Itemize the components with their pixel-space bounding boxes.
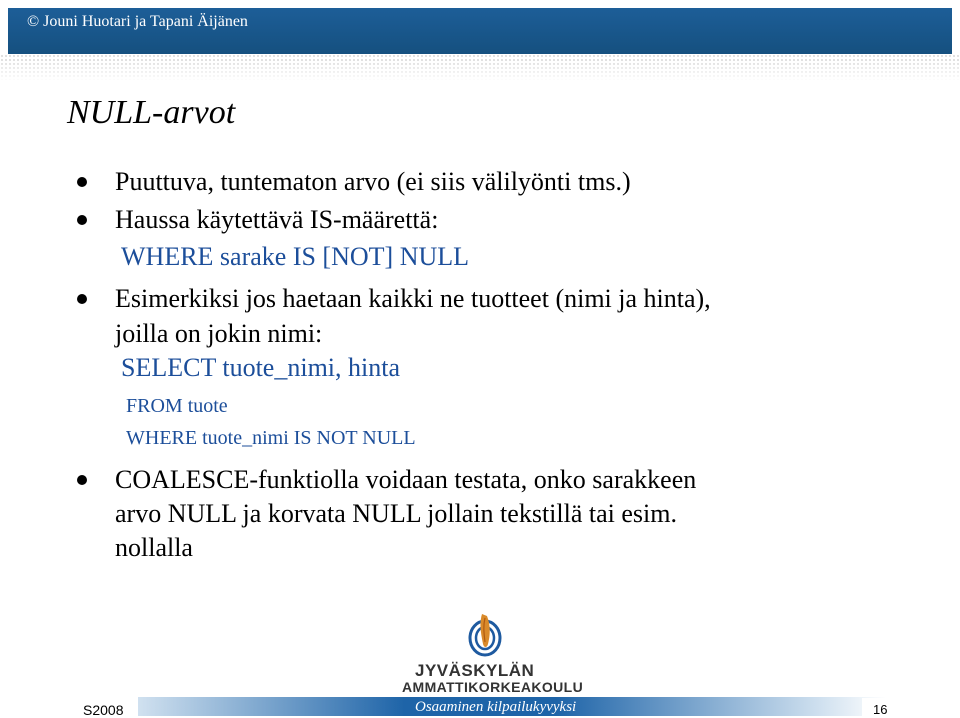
logo-line-1: JYVÄSKYLÄN — [415, 661, 535, 680]
logo-line-2: AMMATTIKORKEAKOULU — [402, 679, 584, 695]
bullet-4-line-3: nollalla — [115, 533, 193, 562]
bullet-2-code-1: WHERE sarake IS [NOT] NULL — [121, 242, 470, 271]
slide-title: NULL-arvot — [67, 94, 236, 131]
bullet-2-line-1: Haussa käytettävä IS-määrettä: — [115, 205, 439, 234]
page-number: 16 — [873, 702, 888, 717]
bullet-3-code-2: FROM tuote — [126, 395, 228, 417]
bullet-1-line-1: Puuttuva, tuntematon arvo (ei siis välilyönti tms.) — [115, 167, 631, 196]
bullet-3-line-2: joilla on jokin nimi: — [115, 319, 323, 348]
bullet-4-line-1: COALESCE-funktiolla voidaan testata, onko sarakkeen — [115, 465, 697, 494]
bullet-3-code-3: WHERE tuote_nimi IS NOT NULL — [126, 427, 416, 449]
footer-date: S2008 — [83, 702, 124, 718]
copyright-text: © Jouni Huotari ja Tapani Äijänen — [27, 13, 248, 30]
bullet-3-line-1: Esimerkiksi jos haetaan kaikki ne tuotteet (nimi ja hinta), — [115, 284, 711, 313]
bullet-icon — [77, 294, 87, 304]
header-texture-fade — [0, 60, 960, 82]
bullet-icon — [77, 475, 87, 485]
bullet-3-code-1: SELECT tuote_nimi, hinta — [121, 353, 401, 382]
bullet-icon — [77, 177, 87, 187]
bullet-4-line-2: arvo NULL ja korvata NULL jollain tekstillä tai esim. — [115, 499, 677, 528]
bullet-icon — [77, 215, 87, 225]
footer-slogan: Osaaminen kilpailukyvyksi — [415, 699, 577, 715]
